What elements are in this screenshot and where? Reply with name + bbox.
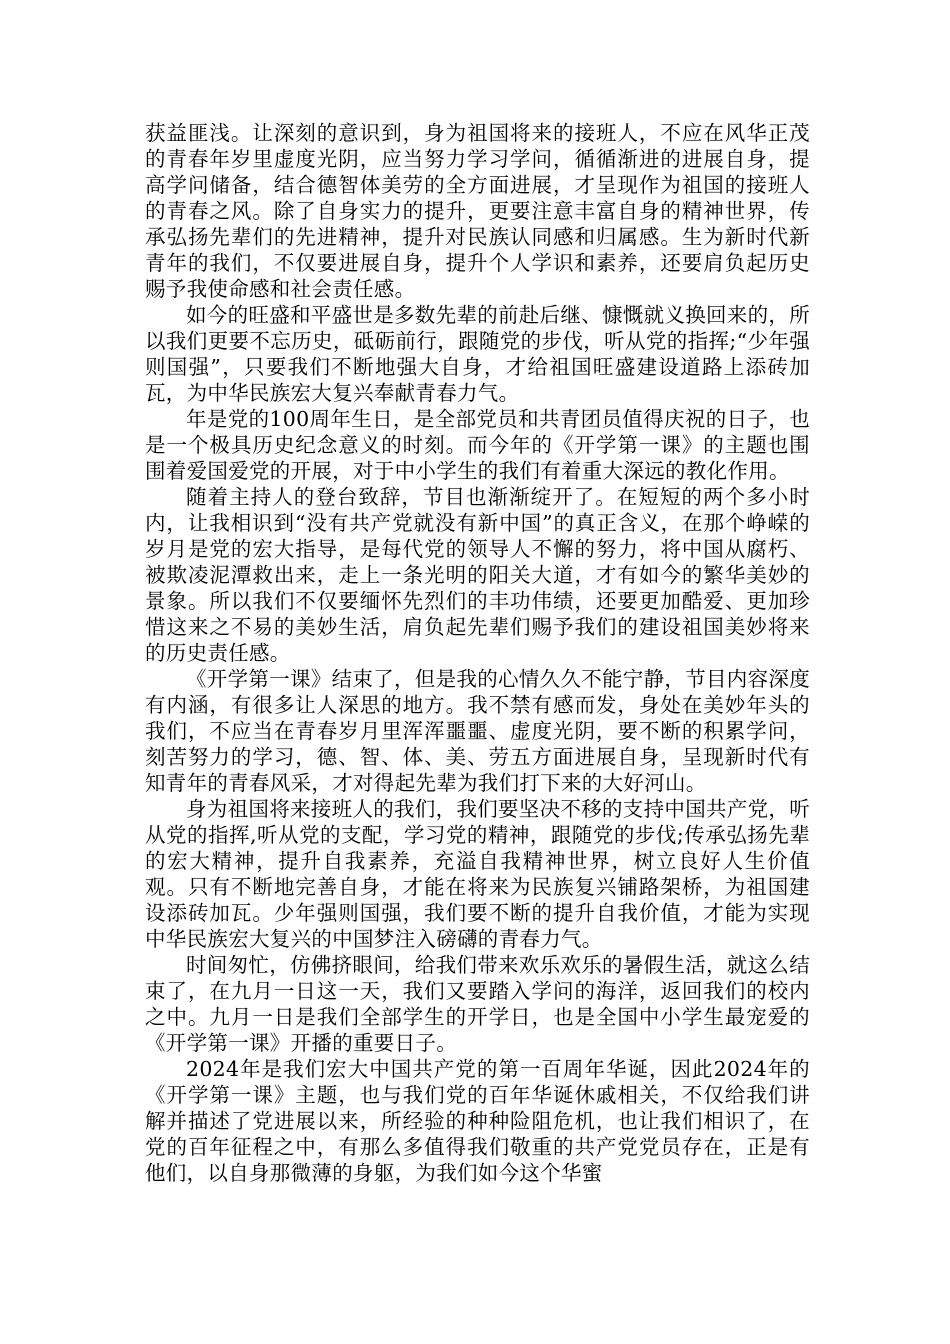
paragraph-2: 如今的旺盛和平盛世是多数先辈的前赴后继、慷慨就义换回来的，所以我们更要不忘历史，砥砺前行，跟随党的步伐，听从党的指挥;“少年强则国强”，只要我们不断地强大自身，才给祖国旺盛建设道路上添砖加瓦，为中华民族宏大复兴奉献青春力气。 — [145, 303, 810, 405]
paragraph-4: 随着主持人的登台致辞，节目也渐渐绽开了。在短短的两个多小时内，让我相识到“没有共产党就没有新中国”的真正含义，在那个峥嵘的岁月是党的宏大指导，是每代党的领导人不懈的努力，将中国从腐朽、被欺凌泥潭救出来，走上一条光明的阳关大道，才有如今的繁华美妙的景象。所以我们不仅要缅怀先烈们的丰功伟绩，还要更加酷爱、更加珍惜这来之不易的美妙生活，肩负起先辈们赐予我们的建设祖国美妙将来的历史责任感。 — [145, 485, 810, 665]
paragraph-3: 年是党的100周年生日，是全部党员和共青团员值得庆祝的日子，也是一个极具历史纪念意义的时刻。而今年的《开学第一课》的主题也围围着爱国爱党的开展，对于中小学生的我们有着重大深远的教化作用。 — [145, 407, 810, 483]
paragraph-5: 《开学第一课》结束了，但是我的心情久久不能宁静，节目内容深度有内涵，有很多让人深思的地方。我不禁有感而发，身处在美妙年头的我们，不应当在青春岁月里浑浑噩噩、虚度光阴，要不断的积累学问，刻苦努力的学习，德、智、体、美、劳五方面进展自身，呈现新时代有知青年的青春风采，才对得起先辈为我们打下来的大好河山。 — [145, 667, 810, 795]
paragraph-1: 获益匪浅。让深刻的意识到，身为祖国将来的接班人，不应在风华正茂的青春年岁里虚度光阴，应当努力学习学问，循循渐进的进展自身，提高学问储备，结合德智体美劳的全方面进展，才呈现作为祖国的接班人的青春之风。除了自身实力的提升，更要注意丰富自身的精神世界，传承弘扬先辈们的先进精神，提升对民族认同感和归属感。生为新时代新青年的我们，不仅要进展自身，提升个人学识和素养，还要肩负起历史赐予我使命感和社会责任感。 — [145, 121, 810, 301]
paragraph-8: 2024年是我们宏大中国共产党的第一百周年华诞，因此2024年的《开学第一课》主题，也与我们党的百年华诞休戚相关，不仅给我们讲解并描述了党进展以来，所经验的种种险阻危机，也让我们相识了，在党的百年征程之中，有那么多值得我们敬重的共产党党员存在，正是有他们，以自身那微薄的身躯，为我们如今这个华蜜 — [145, 1057, 810, 1185]
document-page — [145, 120, 810, 1186]
paragraph-7: 时间匆忙，仿佛挤眼间，给我们带来欢乐欢乐的暑假生活，就这么结束了，在九月一日这一天，我们又要踏入学问的海洋，返回我们的校内之中。九月一日是我们全部学生的开学日，也是全国中小学生最宠爱的《开学第一课》开播的重要日子。 — [145, 953, 810, 1055]
paragraph-6: 身为祖国将来接班人的我们，我们要坚决不移的支持中国共产党，听从党的指挥,听从党的支配，学习党的精神，跟随党的步伐;传承弘扬先辈的宏大精神，提升自我素养，充溢自我精神世界，树立良好人生价值观。只有不断地完善自身，才能在将来为民族复兴铺路架桥，为祖国建设添砖加瓦。少年强则国强，我们要不断的提升自我价值，才能为实现中华民族宏大复兴的中国梦注入磅礴的青春力气。 — [145, 797, 810, 951]
